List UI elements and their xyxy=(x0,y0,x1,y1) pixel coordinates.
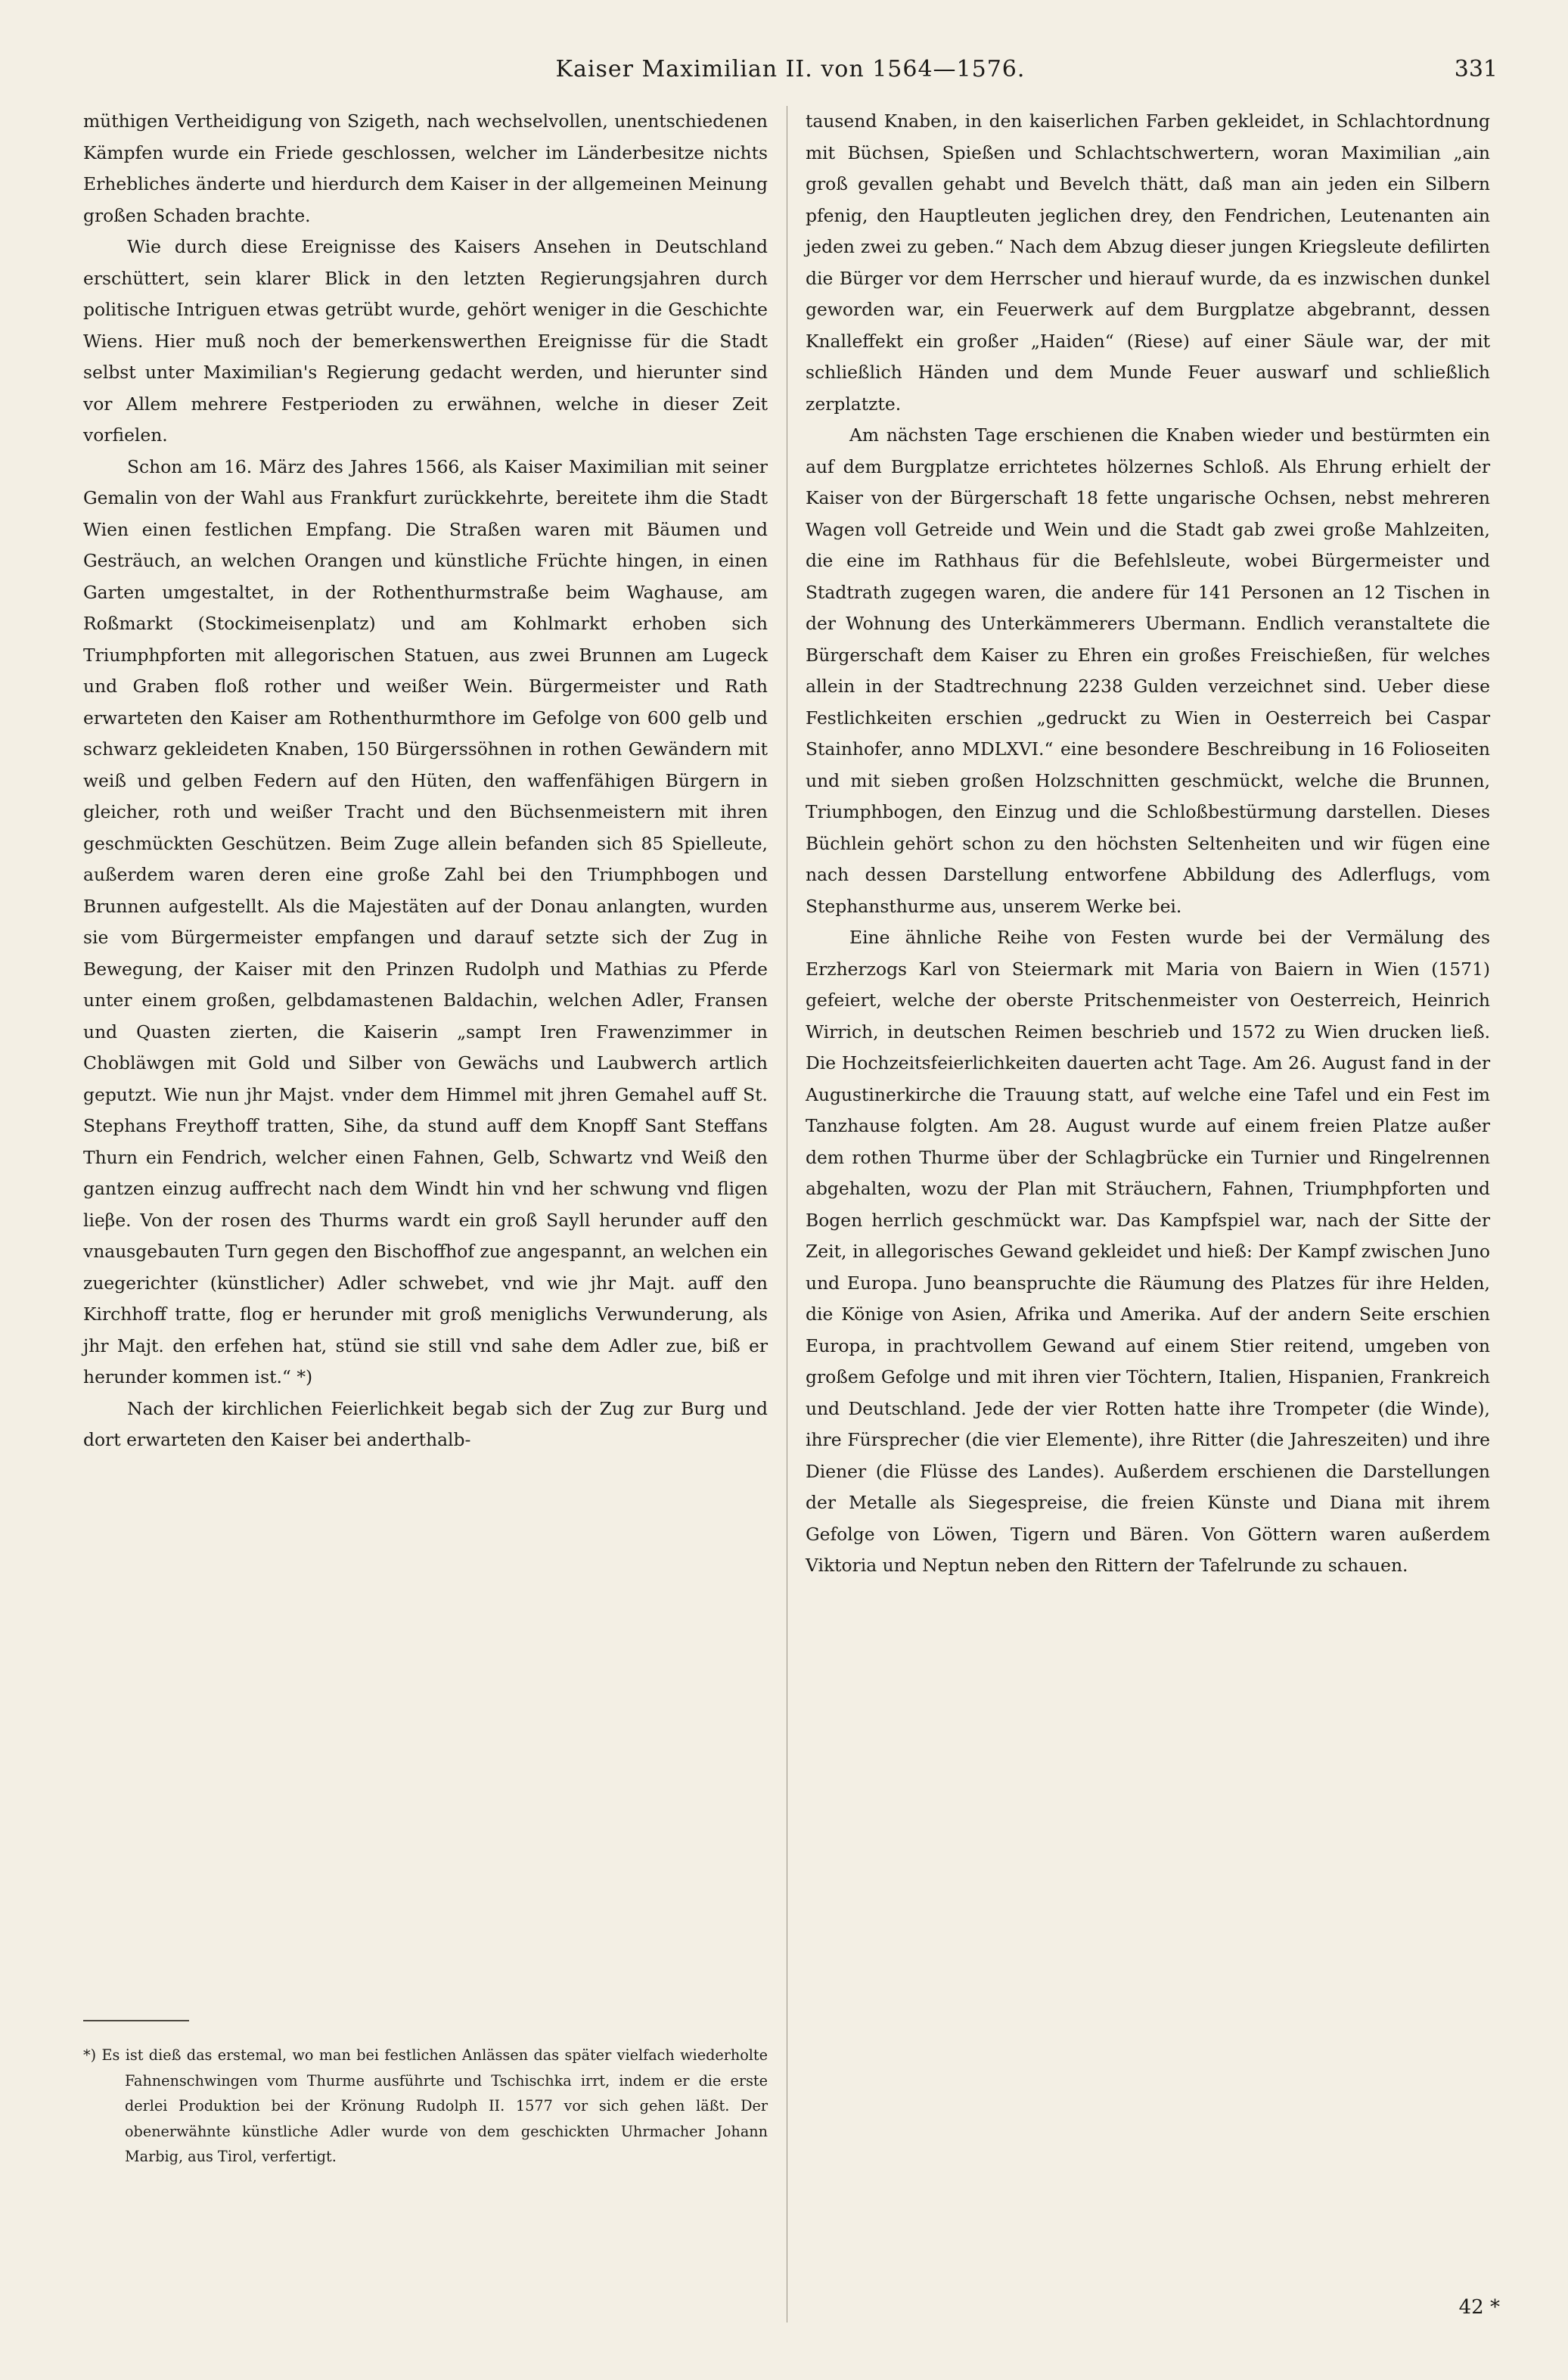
right-column xyxy=(806,106,1490,1582)
paragraph: Wie durch diese Ereignisse des Kaisers Ansehen in Deutschland erschüttert, sein klarer Blick in den letzten Regierungsjahren durch politische Intriguen etwas getrübt wurde, gehört weniger in die Geschichte Wiens. Hier muß noch der bemerkenswerthen Ereignisse für die Stadt selbst unter Maximilian's Regierung gedacht werden, und hierunter sind vor Allem mehrere Festperioden zu erwähnen, welche in dieser Zeit vorfielen. xyxy=(83,236,768,446)
left-column xyxy=(83,106,768,1456)
paragraph: Am nächsten Tage erschienen die Knaben wieder und bestürmten ein auf dem Burgplatze errichtetes hölzernes Schloß. Als Ehrung erhielt der Kaiser von der Bürgerschaft 18 fette ungarische Ochsen, nebst mehreren Wagen voll Getreide und Wein und die Stadt gab zwei große Mahlzeiten, die eine im Rathhaus für die Befehlsleute, wobei Bürgermeister und Stadtrath zugegen waren, die andere für 141 Personen an 12 Tischen in der Wohnung des Unterkämmerers Ubermann. Endlich veranstaltete die Bürgerschaft dem Kaiser zu Ehren ein großes Freischießen, für welches allein in der Stadtrechnung 2238 Gulden verzeichnet sind. Ueber diese Festlichkeiten erschien „gedruckt zu Wien in Oesterreich bei Caspar Stainhofer, anno MDLXVI.“ eine besondere Beschreibung in 16 Folioseiten und mit sieben großen Holzschnitten geschmückt, welche die Brunnen, Triumphbogen, den Einzug und die Schloßbestürmung darstellen. Dieses Büchlein gehört schon zu den höchsten Seltenheiten und wir fügen eine nach dessen Darstellung entworfene Abbildung des Adlerflugs, vom Stephansthurme aus, unserem Werke bei. xyxy=(806,424,1490,917)
footnote-text: *) Es ist dieß das erstemal, wo man bei festlichen Anlässen das später vielfach wiederholte Fahnenschwingen vom Thurme ausführte und Tschischka irrt, indem er die erste derlei Produktion bei der Krönung Rudolph II. 1577 vor sich gehen läßt. Der obenerwähnte künstliche Adler wurde von dem geschickten Uhrmacher Johann Marbig, aus Tirol, verfertigt. xyxy=(83,2046,768,2166)
page-number: 331 xyxy=(1454,56,1498,82)
footnote-rule xyxy=(83,2020,189,2021)
paragraph: müthigen Vertheidigung von Szigeth, nach wechselvollen, unentschiedenen Kämpfen wurde ein Friede geschlossen, welcher im Länderbesitze nichts Erhebliches änderte und hierdurch dem Kaiser in der allgemeinen Meinung großen Schaden brachte. xyxy=(83,110,768,226)
paragraph: Eine ähnliche Reihe von Festen wurde bei der Vermälung des Erzherzogs Karl von Steiermark mit Maria von Baiern in Wien (1571) gefeiert, welche der oberste Pritschenmeister von Oesterreich, Heinrich Wirrich, in deutschen Reimen beschrieb und 1572 zu Wien drucken ließ. Die Hochzeitsfeierlichkeiten dauerten acht Tage. Am 26. August fand in der Augustinerkirche die Trauung statt, auf welche eine Tafel und ein Fest im Tanzhause folgten. Am 28. August wurde auf einem freien Platze außer dem rothen Thurme über der Schlagbrücke ein Turnier und Ringelrennen abgehalten, wozu der Plan mit Sträuchern, Fahnen, Triumphpforten und Bogen herrlich geschmückt war. Das Kampfspiel war, nach der Sitte der Zeit, in allegorisches Gewand gekleidet und hieß: Der Kampf zwischen Juno und Europa. Juno beanspruchte die Räumung des Platzes für ihre Helden, die Könige von Asien, Afrika und Amerika. Auf der andern Seite erschien Europa, in prachtvollem Gewand auf einem Stier reitend, umgeben von großem Gefolge und mit ihren vier Töchtern, Italien, Hispanien, Frankreich und Deutschland. Jede der vier Rotten hatte ihre Trompeter (die Winde), ihre Fürsprecher (die vier Elemente), ihre Ritter (die Jahreszeiten) und ihre Diener (die Flüsse des Landes). Außerdem erschienen die Darstellungen der Metalle als Siegespreise, die freien Künste und Diana mit ihrem Gefolge von Löwen, Tigern und Bären. Von Göttern waren außerdem Viktoria und Neptun neben den Rittern der Tafelrunde zu schauen. xyxy=(806,927,1490,1576)
paragraph: Schon am 16. März des Jahres 1566, als Kaiser Maximilian mit seiner Gemalin von der Wahl aus Frankfurt zurückkehrte, bereitete ihm die Stadt Wien einen festlichen Empfang. Die Straßen waren mit Bäumen und Gesträuch, an welchen Orangen und künstliche Früchte hingen, in einen Garten umgestaltet, in der Rothenthurmstraße beim Waghause, am Roßmarkt (Stockimeisenplatz) und am Kohlmarkt erhoben sich Triumphpforten mit allegorischen Statuen, aus zwei Brunnen am Lugeck und Graben floß rother und weißer Wein. Bürgermeister und Rath erwarteten den Kaiser am Rothenthurmthore im Gefolge von 600 gelb und schwarz gekleideten Knaben, 150 Bürgerssöhnen in rothen Gewändern mit weiß und gelben Federn auf den Hüten, den waffenfähigen Bürgern in gleicher, roth und weißer Tracht und den Büchsenmeistern mit ihren geschmückten Geschützen. Beim Zuge allein befanden sich 85 Spielleute, außerdem waren deren eine große Zahl bei den Triumphbogen und Brunnen aufgestellt. Als die Majestäten auf der Donau anlangten, wurden sie vom Bürgermeister empfangen und darauf setzte sich der Zug in Bewegung, der Kaiser mit den Prinzen Rudolph und Mathias zu Pferde unter einem großen, gelbdamastenen Baldachin, welchen Adler, Fransen und Quasten zierten, die Kaiserin „sampt Iren Frawenzimmer in Chobläwgen mit Gold und Silber von Gewächs und Laubwerch artlich geputzt. Wie nun jhr Majst. vnder dem Himmel mit jhren Gemahel auff St. Stephans Freythoff tratten, Sihe, da stund auff dem Knopff Sant Steffans Thurn ein Fendrich, welcher einen Fahnen, Gelb, Schwartz vnd Weiß den gantzen einzug auffrecht nach dem Windt hin vnd her schwung vnd fligen lieβe. Von der rosen des Thurms wardt ein groß Sayll herunder auff den vnausgebauten Turn gegen den Bischoffhof zue angespannt, an welchen ein zuegerichter (künstlicher) Adler schwebet, vnd wie jhr Majt. auff den Kirchhoff tratte, flog er herunder mit groß meniglichs Verwunderung, als jhr Majt. den erfehen hat, stünd sie still vnd sahe dem Adler zue, biß er herunder kommen ist.“ *) xyxy=(83,455,768,1387)
signature-mark: 42 * xyxy=(1458,2296,1500,2319)
footnote xyxy=(83,2043,768,2170)
paragraph: Nach der kirchlichen Feierlichkeit begab sich der Zug zur Burg und dort erwarteten den Kaiser bei anderthalb- xyxy=(83,1397,768,1450)
running-head: Kaiser Maximilian II. von 1564—1576. xyxy=(555,56,1026,82)
page-header xyxy=(83,53,1498,91)
paragraph: tausend Knaben, in den kaiserlichen Farben gekleidet, in Schlachtordnung mit Büchsen, Spießen und Schlachtschwertern, woran Maximilian „ain groß gevallen gehabt und Bevelch thätt, daß man ain jeden ein Silbern pfenig, den Hauptleuten jeglichen drey, den Fendrichen, Leutenanten ain jeden zwei zu geben.“ Nach dem Abzug dieser jungen Kriegsleute defilirten die Bürger vor dem Herrscher und hierauf wurde, da es inzwischen dunkel geworden war, ein Feuerwerk auf dem Burgplatze abgebrannt, dessen Knalleffekt ein großer „Haiden“ (Riese) auf einer Säule war, der mit schließlich Händen und dem Munde Feuer auswarf und schließlich zerplatzte. xyxy=(806,110,1490,415)
